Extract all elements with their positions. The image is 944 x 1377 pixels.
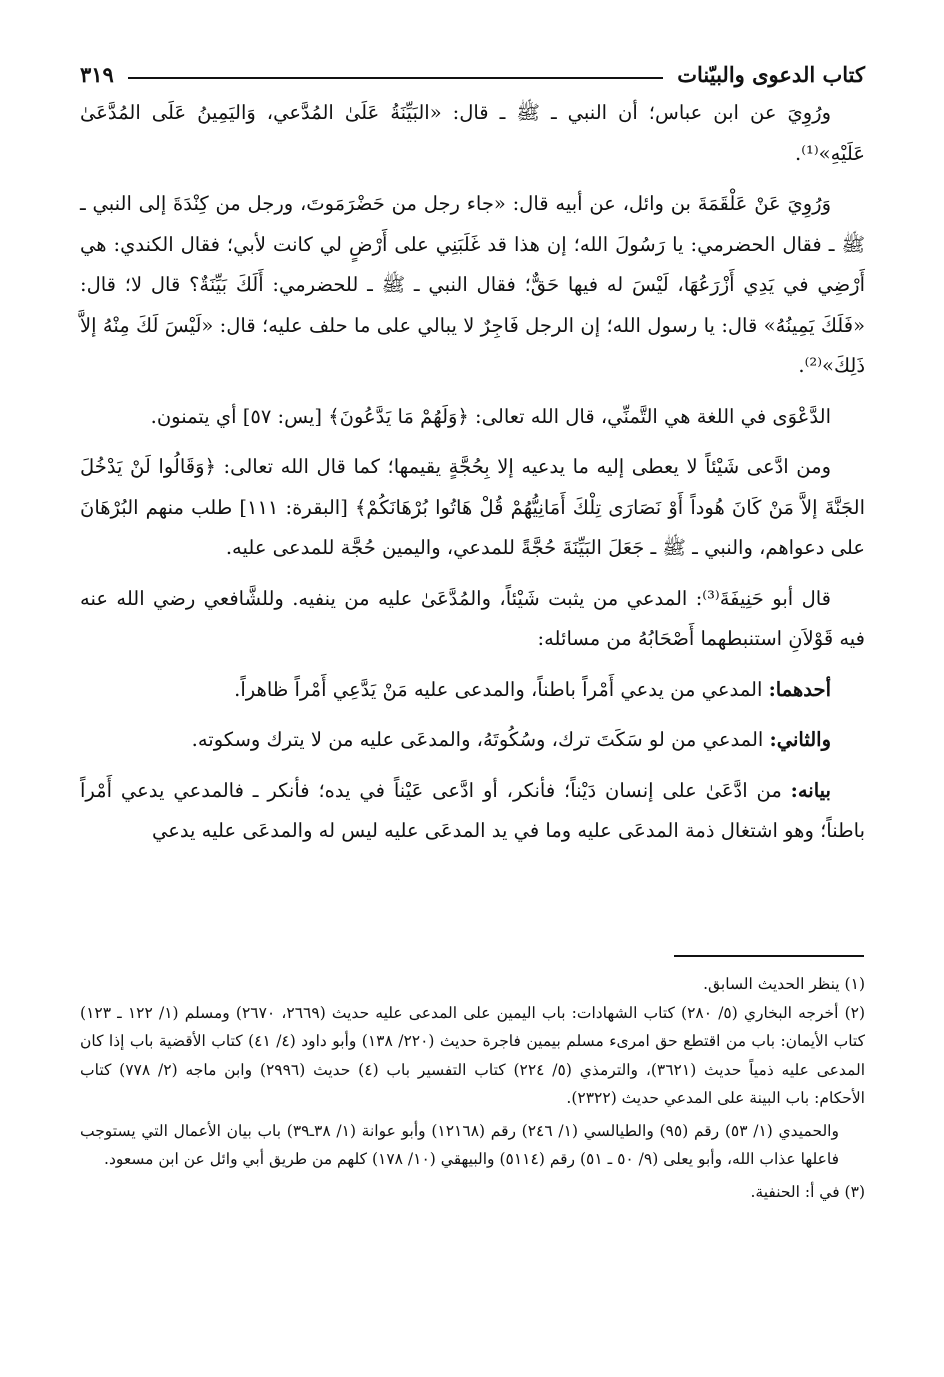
footnote-1: (١) ينظر الحديث السابق. (703, 975, 865, 993)
opinion-second-text: المدعي من لو سَكَتَ ترك، وسُكُوتَهُ، والمدعَى عليه من لا يترك وسكوته. (191, 728, 770, 751)
running-header (80, 55, 865, 93)
opinion-first-text: المدعي من يدعي أَمْراً باطناً، والمدعى عليه مَنْ يَدَّعِي أَمْراً ظاهراً. (234, 677, 769, 701)
footnote-2-continued (80, 1117, 865, 1174)
paragraph-ibn-abbas: ورُوِيَ عن ابن عباس؛ أن النبي ـ ﷺ ـ قال: «البَيِّنَةُ عَلَىٰ المُدَّعي، وَاليَمِينُ عَلَى المُدَّعَىٰ عَلَيْهِ»⁽¹⁾. (80, 101, 865, 165)
opinion-second-lead: والثاني: (769, 728, 831, 751)
footnote-rule (674, 955, 864, 957)
paragraph-abu-hanifa: قال أبو حَنِيفَةَ⁽³⁾: المدعي من يثبت شَيْئاً، والمُدَّعَىٰ عليه من ينفيه. وللشَّافعي رضي الله عنه فيه قَوْلاَنِ استنبطهما أَصْحَابُهُ من مسائله: (80, 586, 865, 650)
paragraph-proof: ومن ادَّعى شَيْئاً لا يعطى إليه ما يدعيه إلا بِحُجَّةٍ يقيمها؛ كما قال الله تعالى: ﴿وَقَالُوا لَنْ يَدْخُلَ الجَنَّةَ إلاَّ مَنْ كَانَ هُوداً أَوْ نَصَارَى تِلْكَ أَمَانِيُّهُمْ قُلْ هَاتُوا بُرْهَانَكُمْ﴾ [البقرة: ١١١] طلب منهم البُرْهَانَ على دعواهم، والنبي ـ ﷺ ـ جَعَلَ البَيِّنَةَ حُجَّةً للمدعي، واليمين حُجَّة للمدعى عليه. (80, 455, 865, 559)
explanation-lead: بيانه: (790, 778, 831, 802)
explanation (80, 771, 865, 852)
paragraph-alqama: وَرُوِيَ عَنْ عَلْقَمَةَ بن وائل، عن أبيه قال: «جاء رجل من حَضْرَمَوتَ، ورجل من كِنْدَةَ إلى النبي ـ ﷺ ـ فقال الحضرمي: يا رَسُولَ الله؛ إن هذا قد غَلَبَنِي على أَرْضٍ لي كانت لأبي؛ فقال الكندي: هي أَرْضِي في يَدِي أَزْرَعُهَا، لَيْسَ له فيها حَقٌّ؛ فقال النبي ـ ﷺ ـ للحضرمي: أَلَكَ بَيِّنَةٌ؟ قال لا؛ قال: «فَلَكَ يَمِينُهُ» قال: يا رسول الله؛ إن الرجل فَاجِرٌ لا يبالي على ما حلف عليه؛ قال: «لَيْسَ لَكَ مِنْهُ إلاَّ ذَلِكَ»⁽²⁾. (80, 192, 865, 377)
footnotes (80, 970, 865, 1206)
opinion-first-lead: أحدهما: (768, 677, 831, 701)
chapter-title: كتاب الدعوى والبيّنات (677, 61, 865, 87)
paragraph-dawa-definition: الدَّعْوَى في اللغة هي التَّمنِّي، قال الله تعالى: ﴿وَلَهُمْ مَا يَدَّعُونَ﴾ [يس: ٥٧] أي يتمنون. (150, 404, 831, 428)
footnote-2: (٢) أخرجه البخاري (٥/ ٢٨٠) كتاب الشهادات: باب اليمين على المدعى عليه حديث (٢٦٦٩، ٢٦٧٠) ومسلم (١/ ١٢٢ ـ ١٢٣) كتاب الأيمان: باب من اقتطع حق امرىء مسلم بيمين فاجرة حديث (٢٢٠/ ١٣٨) وأبو داود (٤/ ٤١) كتاب الأقضية باب إذا كان المدعى عليه ذمياً حديث (٣٦٢١)، والترمذي (٥/ ٢٢٤) كتاب التفسير باب (٤) حديث (٢٩٩٦) وابن ماجه (٢/ ٧٧٨) كتاب الأحكام: باب البينة على المدعي حديث (٢٣٢٢). (80, 1003, 866, 1107)
explanation-text: من ادَّعَىٰ على إنسان دَيْناً؛ فأنكر، أو ادَّعى عَيْناً في يده؛ فأنكر ـ فالمدعي يدعي أَمْراً باطناً؛ وهو اشتغال ذمة المدعَى عليه وما في يد المدعَى عليه ليس له والمدعَى عليه يدعي (80, 778, 865, 842)
opinion-second (80, 720, 865, 761)
page-number: ٣١٩ (80, 61, 114, 87)
page-body (80, 55, 865, 852)
footnote-2-continued-text: والحميدي (١/ ٥٣) رقم (٩٥) والطيالسي (١/ ٢٤٦) رقم (١٢١٦٨) وأبو عوانة (١/ ٣٨ـ٣٩) باب بيان الأعمال التي يستوجب فاعلها عذاب الله، وأبو يعلى (٩/ ٥٠ ـ ٥١) رقم (٥١١٤) والبيهقي (١٠/ ١٧٨) كلهم من طريق أبي وائل عن ابن مسعود. (80, 1121, 839, 1168)
opinion-first (80, 670, 865, 711)
footnote-3: (٣) في أ: الحنفية. (750, 1182, 865, 1201)
header-rule (128, 77, 663, 79)
